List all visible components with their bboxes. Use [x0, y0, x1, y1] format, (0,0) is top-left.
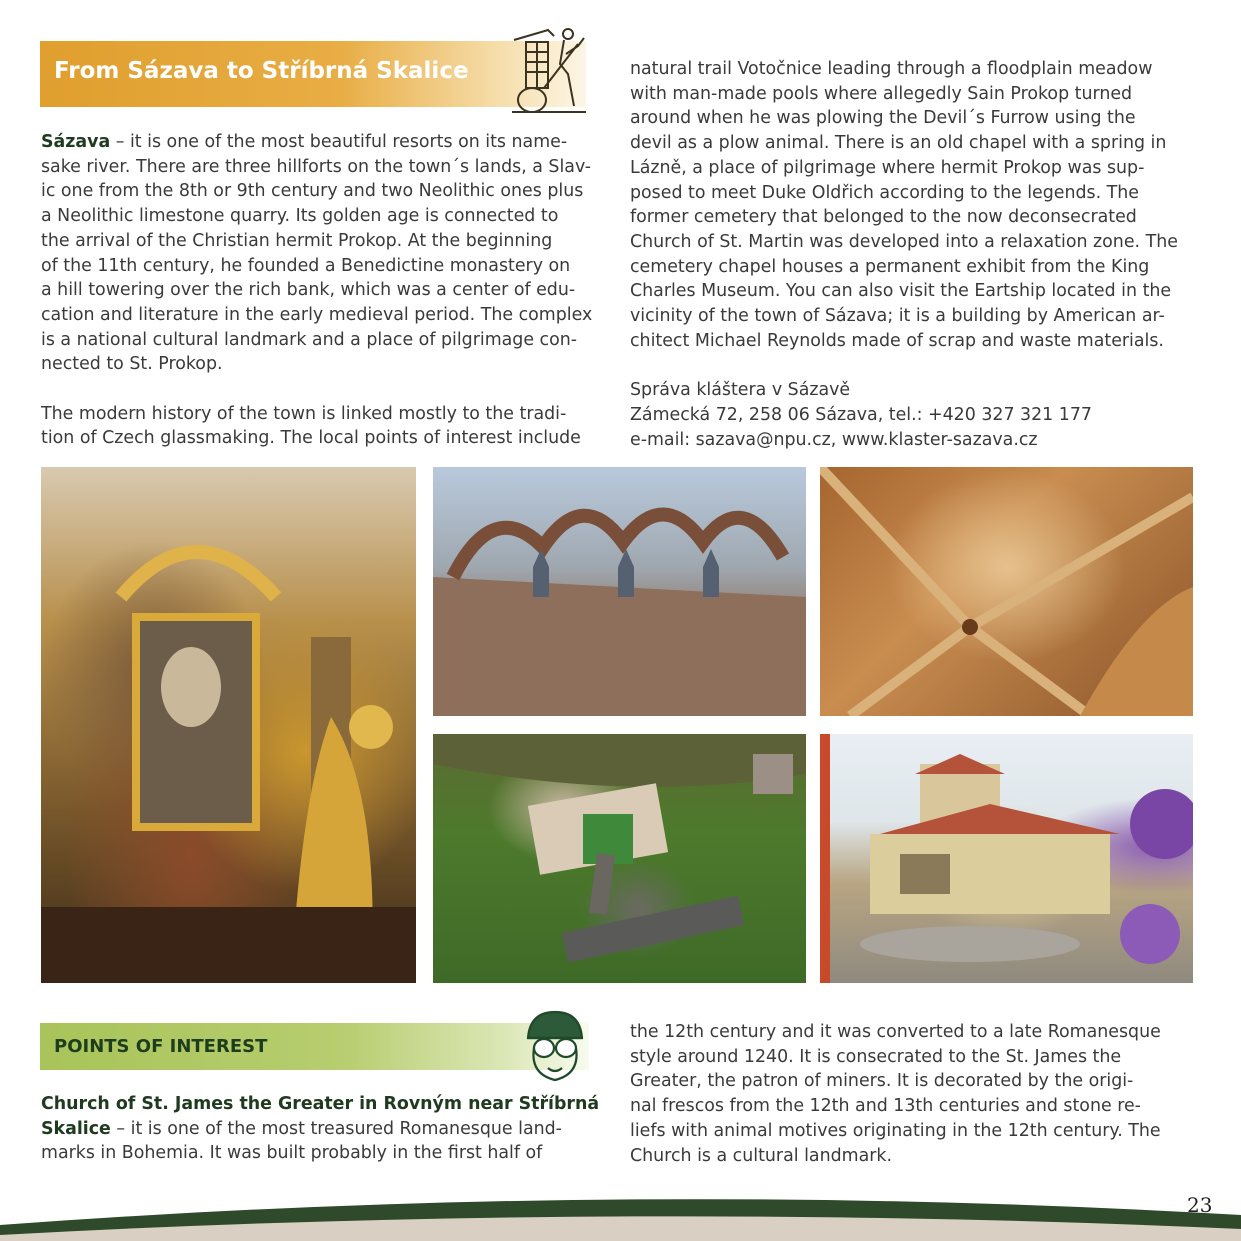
aerial-illustration: [433, 734, 806, 983]
sazava-line: – it is one of the most beautiful resorts on its name-: [115, 132, 568, 152]
glass-line: The modern history of the town is linked mostly to the tradi-: [41, 403, 567, 424]
sazava-paragraph: [41, 130, 605, 377]
hermit-with-shovel-icon: [508, 24, 590, 116]
text-line: liefs with animal motives originating in the 12th century. The: [630, 1120, 1161, 1141]
text-line: nal frescos from the 12th and 13th centuries and stone re-: [630, 1096, 1141, 1117]
text-line: Lázně, a place of pilgrimage where hermit Prokop was sup-: [630, 157, 1145, 178]
text-line: cemetery chapel houses a permanent exhibit from the King: [630, 256, 1150, 277]
text-line: with man-made pools where allegedly Sain Prokop turned: [630, 83, 1133, 104]
page-number: 23: [1187, 1193, 1213, 1217]
sazava-line: nected to St. Prokop.: [41, 354, 223, 375]
text-line: style around 1240. It is consecrated to the St. James the: [630, 1046, 1122, 1067]
text-line: Greater, the patron of miners. It is decorated by the origi-: [630, 1071, 1134, 1092]
poi-left-text: [41, 1092, 605, 1166]
text-line: Charles Museum. You can also visit the Eartship located in the: [630, 281, 1172, 302]
text-line: posed to meet Duke Oldřich according to the legends. The: [630, 182, 1139, 203]
sazava-line: sake river. There are three hillforts on the town´s lands, a Slav-: [41, 156, 592, 177]
sazava-heading: Sázava: [41, 132, 111, 152]
church-continued-paragraph: [630, 1020, 1194, 1168]
text-line: vicinity of the town of Sázava; it is a building by American ar-: [630, 306, 1165, 327]
poi-right-text: [630, 1020, 1194, 1168]
section-title-banner: [40, 41, 586, 107]
ceiling-illustration: [820, 467, 1193, 716]
points-of-interest-title: POINTS OF INTEREST: [54, 1036, 268, 1057]
aerial-monastery-photo: [433, 734, 806, 983]
baroque-altar-photo: [41, 467, 416, 983]
church-line: – it is one of the most treasured Romanesque land-: [116, 1118, 562, 1139]
text-line: chitect Michael Reynolds made of scrap and waste materials.: [630, 330, 1164, 351]
church-line: marks in Bohemia. It was built probably in the first half of: [41, 1143, 543, 1164]
text-line: Church of St. Martin was developed into a relaxation zone. The: [630, 231, 1178, 252]
glass-line: tion of Czech glassmaking. The local points of interest include: [41, 428, 581, 449]
contact-web: e-mail: sazava@npu.cz, www.klaster-sazava.cz: [630, 429, 1038, 450]
text-line: the 12th century and it was converted to a late Romanesque: [630, 1022, 1161, 1042]
votocnice-paragraph: [630, 57, 1194, 353]
sazava-line: a hill towering over the rich bank, which was a center of edu-: [41, 280, 576, 301]
town-museum-square-photo: [820, 734, 1193, 983]
sazava-line: ic one from the 8th or 9th century and two Neolithic ones plus: [41, 181, 584, 202]
vaulted-ceiling-fresco-photo: [820, 467, 1193, 716]
text-line: around when he was plowing the Devil´s Furrow using the: [630, 108, 1136, 129]
sazava-line: a Neolithic limestone quarry. Its golden age is connected to: [41, 206, 559, 227]
sazava-line: cation and literature in the early medieval period. The complex: [41, 304, 593, 325]
sazava-line: the arrival of the Christian hermit Prokop. At the beginning: [41, 230, 553, 251]
museum-illustration: [820, 734, 1193, 983]
binoculars-explorer-icon: [520, 1008, 590, 1084]
church-heading-line2: Skalice: [41, 1118, 111, 1139]
contact-address: Zámecká 72, 258 06 Sázava, tel.: +420 327 321 177: [630, 404, 1092, 425]
left-column-text: [41, 130, 605, 451]
church-paragraph: [41, 1092, 605, 1166]
altar-illustration: [41, 467, 416, 983]
sazava-line: of the 11th century, he founded a Benedictine monastery on: [41, 255, 571, 276]
church-heading-line1: Church of St. James the Greater in Rovným near Stříbrná: [41, 1094, 600, 1114]
text-line: natural trail Votočnice leading through a floodplain meadow: [630, 59, 1153, 79]
glassmaking-paragraph: [41, 402, 605, 451]
contact-block: [630, 378, 1194, 452]
right-column-text: [630, 57, 1194, 452]
gothic-arches-photo: [433, 467, 806, 716]
contact-name: Správa kláštera v Sázavě: [630, 380, 851, 401]
bottom-decorative-wave: [0, 1185, 1241, 1241]
sazava-line: is a national cultural landmark and a place of pilgrimage con-: [41, 329, 578, 350]
section-title: From Sázava to Stříbrná Skalice: [54, 58, 469, 84]
points-of-interest-banner: [40, 1023, 589, 1070]
text-line: former cemetery that belonged to the now deconsecrated: [630, 207, 1137, 228]
text-line: Church is a cultural landmark.: [630, 1145, 892, 1166]
arches-illustration: [433, 467, 806, 716]
text-line: devil as a plow animal. There is an old chapel with a spring in: [630, 133, 1167, 154]
